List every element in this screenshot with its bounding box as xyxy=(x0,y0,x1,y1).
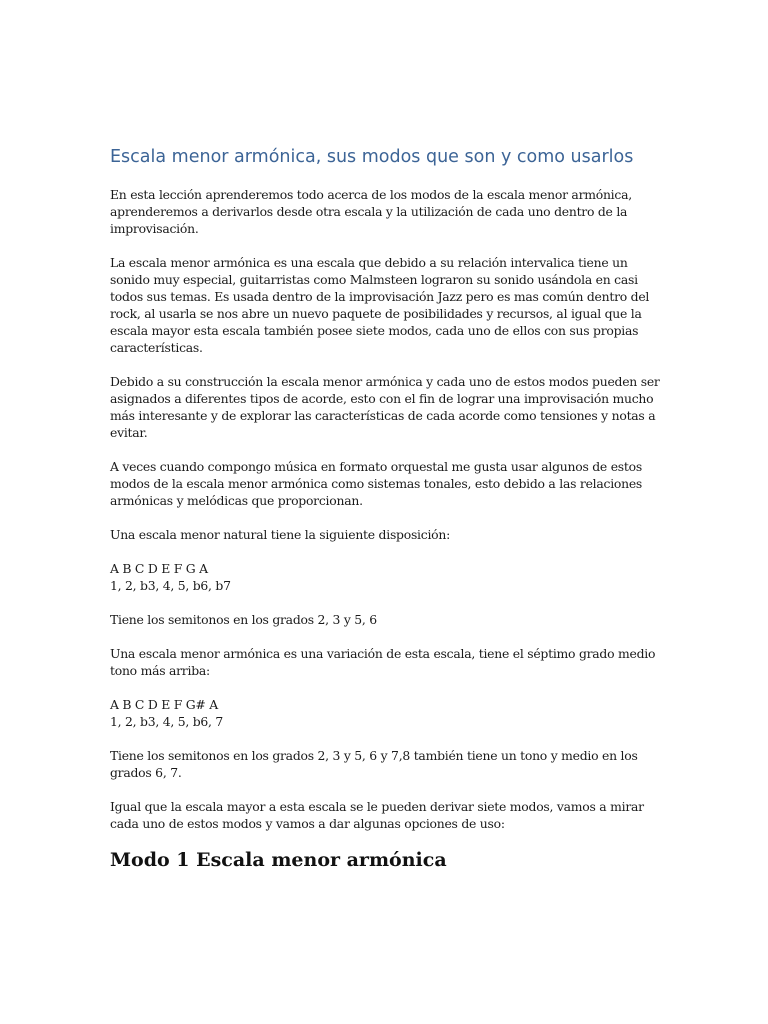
natural-scale-notes: A B C D E F G A xyxy=(110,561,208,576)
paragraph-natural-scale-intro: Una escala menor natural tiene la siguiente disposición: xyxy=(110,527,451,542)
page-title: Escala menor armónica, sus modos que son y como usarlos xyxy=(110,147,634,167)
harmonic-scale-notes: A B C D E F G# A xyxy=(110,697,218,712)
section-heading-mode-1: Modo 1 Escala menor armónica xyxy=(110,849,447,871)
natural-scale-degrees: 1, 2, b3, 4, 5, b6, b7 xyxy=(110,578,231,593)
natural-scale-block xyxy=(110,560,662,594)
paragraph-description: La escala menor armónica es una escala que debido a su relación intervalica tiene un sonido muy especial, guitarristas como Malmsteen lograron su sonido usándola en casi todos sus temas. Es usada dentro de la improvisación Jazz pero es mas común dentro del rock, al usarla se nos abre un nuevo paquete de posibilidades y recursos, al igual que la escala mayor esta escala también posee siete modos, cada uno de ellos con sus propias características. xyxy=(110,255,650,355)
natural-semitones: Tiene los semitonos en los grados 2, 3 y 5, 6 xyxy=(110,612,377,627)
harmonic-scale-intro: Una escala menor armónica es una variación de esta escala, tiene el séptimo grado medio tono más arriba: xyxy=(110,646,656,678)
harmonic-semitones: Tiene los semitonos en los grados 2, 3 y 5, 6 y 7,8 también tiene un tono y medio en los grados 6, 7. xyxy=(110,748,638,780)
paragraph-intro: En esta lección aprenderemos todo acerca de los modos de la escala menor armónica, aprenderemos a derivarlos desde otra escala y la utilización de cada uno dentro de la improvisación. xyxy=(110,187,632,236)
document-page xyxy=(110,146,662,871)
paragraph-composition: A veces cuando compongo música en formato orquestal me gusta usar algunos de estos modos de la escala menor armónica como sistemas tonales, esto debido a las relaciones armónicas y melódicas que proporcionan. xyxy=(110,459,643,508)
paragraph-construction: Debido a su construcción la escala menor armónica y cada uno de estos modos pueden ser asignados a diferentes tipos de acorde, esto con el fin de lograr una improvisación mucho más interesante y de explorar las características de cada acorde como tensiones y notas a evitar. xyxy=(110,374,660,440)
harmonic-scale-degrees: 1, 2, b3, 4, 5, b6, 7 xyxy=(110,714,224,729)
harmonic-scale-block xyxy=(110,696,662,730)
modes-intro: Igual que la escala mayor a esta escala se le pueden derivar siete modos, vamos a mirar cada uno de estos modos y vamos a dar algunas opciones de uso: xyxy=(110,799,644,831)
